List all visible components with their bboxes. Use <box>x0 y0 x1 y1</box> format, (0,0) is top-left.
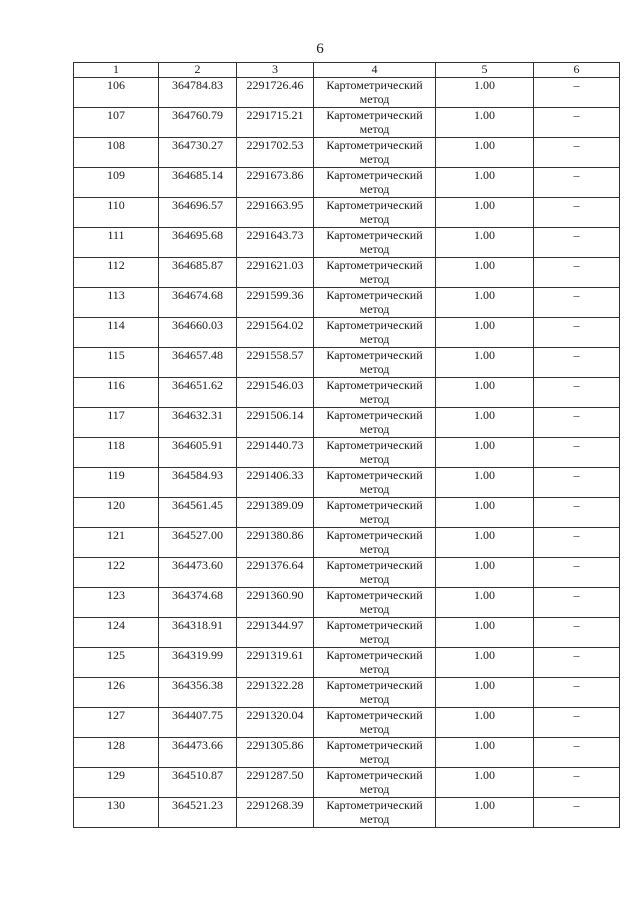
x-coordinate-cell: 364674.68 <box>159 288 237 318</box>
method-cell: Картометрический метод <box>314 78 436 108</box>
table-row <box>74 138 620 168</box>
x-coordinate-cell: 364695.68 <box>159 228 237 258</box>
method-cell: Картометрический метод <box>314 378 436 408</box>
table-body <box>74 78 620 828</box>
accuracy-cell: 1.00 <box>436 78 534 108</box>
x-coordinate-cell: 364730.27 <box>159 138 237 168</box>
y-coordinate-cell: 2291305.86 <box>237 738 314 768</box>
point-number-cell: 113 <box>74 288 159 318</box>
x-coordinate-cell: 364473.60 <box>159 558 237 588</box>
method-cell: Картометрический метод <box>314 768 436 798</box>
y-coordinate-cell: 2291344.97 <box>237 618 314 648</box>
y-coordinate-cell: 2291558.57 <box>237 348 314 378</box>
point-number-cell: 116 <box>74 378 159 408</box>
method-cell: Картометрический метод <box>314 498 436 528</box>
method-cell: Картометрический метод <box>314 468 436 498</box>
point-number-cell: 108 <box>74 138 159 168</box>
table-row <box>74 408 620 438</box>
note-cell: – <box>534 318 620 348</box>
note-cell: – <box>534 258 620 288</box>
note-cell: – <box>534 468 620 498</box>
table-row <box>74 498 620 528</box>
x-coordinate-cell: 364605.91 <box>159 438 237 468</box>
x-coordinate-cell: 364521.23 <box>159 798 237 828</box>
accuracy-cell: 1.00 <box>436 498 534 528</box>
y-coordinate-cell: 2291506.14 <box>237 408 314 438</box>
table-row <box>74 258 620 288</box>
table-row <box>74 348 620 378</box>
point-number-cell: 106 <box>74 78 159 108</box>
point-number-cell: 107 <box>74 108 159 138</box>
y-coordinate-cell: 2291673.86 <box>237 168 314 198</box>
accuracy-cell: 1.00 <box>436 378 534 408</box>
table-row <box>74 108 620 138</box>
point-number-cell: 112 <box>74 258 159 288</box>
point-number-cell: 127 <box>74 708 159 738</box>
accuracy-cell: 1.00 <box>436 588 534 618</box>
y-coordinate-cell: 2291360.90 <box>237 588 314 618</box>
table-row <box>74 198 620 228</box>
table-row <box>74 648 620 678</box>
accuracy-cell: 1.00 <box>436 768 534 798</box>
y-coordinate-cell: 2291564.02 <box>237 318 314 348</box>
note-cell: – <box>534 288 620 318</box>
note-cell: – <box>534 228 620 258</box>
method-cell: Картометрический метод <box>314 288 436 318</box>
method-cell: Картометрический метод <box>314 168 436 198</box>
y-coordinate-cell: 2291380.86 <box>237 528 314 558</box>
method-cell: Картометрический метод <box>314 618 436 648</box>
table-row <box>74 228 620 258</box>
note-cell: – <box>534 198 620 228</box>
accuracy-cell: 1.00 <box>436 528 534 558</box>
y-coordinate-cell: 2291643.73 <box>237 228 314 258</box>
accuracy-cell: 1.00 <box>436 198 534 228</box>
note-cell: – <box>534 138 620 168</box>
point-number-cell: 129 <box>74 768 159 798</box>
method-cell: Картометрический метод <box>314 138 436 168</box>
method-cell: Картометрический метод <box>314 408 436 438</box>
column-header-1: 1 <box>74 63 159 78</box>
point-number-cell: 124 <box>74 618 159 648</box>
y-coordinate-cell: 2291319.61 <box>237 648 314 678</box>
method-cell: Картометрический метод <box>314 318 436 348</box>
y-coordinate-cell: 2291322.28 <box>237 678 314 708</box>
method-cell: Картометрический метод <box>314 528 436 558</box>
y-coordinate-cell: 2291621.03 <box>237 258 314 288</box>
method-cell: Картометрический метод <box>314 738 436 768</box>
method-cell: Картометрический метод <box>314 108 436 138</box>
note-cell: – <box>534 558 620 588</box>
point-number-cell: 110 <box>74 198 159 228</box>
table-row <box>74 738 620 768</box>
point-number-cell: 119 <box>74 468 159 498</box>
table-row <box>74 798 620 828</box>
x-coordinate-cell: 364319.99 <box>159 648 237 678</box>
accuracy-cell: 1.00 <box>436 228 534 258</box>
table-row <box>74 78 620 108</box>
y-coordinate-cell: 2291406.33 <box>237 468 314 498</box>
note-cell: – <box>534 348 620 378</box>
note-cell: – <box>534 588 620 618</box>
table-row <box>74 378 620 408</box>
table-row <box>74 438 620 468</box>
accuracy-cell: 1.00 <box>436 258 534 288</box>
x-coordinate-cell: 364374.68 <box>159 588 237 618</box>
x-coordinate-cell: 364584.93 <box>159 468 237 498</box>
note-cell: – <box>534 768 620 798</box>
accuracy-cell: 1.00 <box>436 798 534 828</box>
y-coordinate-cell: 2291287.50 <box>237 768 314 798</box>
point-number-cell: 123 <box>74 588 159 618</box>
method-cell: Картометрический метод <box>314 648 436 678</box>
method-cell: Картометрический метод <box>314 198 436 228</box>
point-number-cell: 111 <box>74 228 159 258</box>
coordinates-table <box>73 62 620 828</box>
column-header-5: 5 <box>436 63 534 78</box>
y-coordinate-cell: 2291320.04 <box>237 708 314 738</box>
table-row <box>74 708 620 738</box>
table-row <box>74 768 620 798</box>
y-coordinate-cell: 2291715.21 <box>237 108 314 138</box>
method-cell: Картометрический метод <box>314 678 436 708</box>
point-number-cell: 114 <box>74 318 159 348</box>
y-coordinate-cell: 2291663.95 <box>237 198 314 228</box>
accuracy-cell: 1.00 <box>436 168 534 198</box>
accuracy-cell: 1.00 <box>436 318 534 348</box>
table-row <box>74 618 620 648</box>
note-cell: – <box>534 408 620 438</box>
accuracy-cell: 1.00 <box>436 438 534 468</box>
note-cell: – <box>534 78 620 108</box>
x-coordinate-cell: 364510.87 <box>159 768 237 798</box>
note-cell: – <box>534 498 620 528</box>
method-cell: Картометрический метод <box>314 798 436 828</box>
note-cell: – <box>534 528 620 558</box>
method-cell: Картометрический метод <box>314 258 436 288</box>
note-cell: – <box>534 618 620 648</box>
table-row <box>74 318 620 348</box>
table-row <box>74 558 620 588</box>
method-cell: Картометрический метод <box>314 228 436 258</box>
accuracy-cell: 1.00 <box>436 348 534 378</box>
point-number-cell: 126 <box>74 678 159 708</box>
note-cell: – <box>534 438 620 468</box>
point-number-cell: 125 <box>74 648 159 678</box>
accuracy-cell: 1.00 <box>436 618 534 648</box>
method-cell: Картометрический метод <box>314 588 436 618</box>
y-coordinate-cell: 2291268.39 <box>237 798 314 828</box>
y-coordinate-cell: 2291389.09 <box>237 498 314 528</box>
x-coordinate-cell: 364685.87 <box>159 258 237 288</box>
x-coordinate-cell: 364685.14 <box>159 168 237 198</box>
accuracy-cell: 1.00 <box>436 468 534 498</box>
note-cell: – <box>534 648 620 678</box>
accuracy-cell: 1.00 <box>436 558 534 588</box>
accuracy-cell: 1.00 <box>436 648 534 678</box>
y-coordinate-cell: 2291376.64 <box>237 558 314 588</box>
accuracy-cell: 1.00 <box>436 708 534 738</box>
table-header-row <box>74 63 620 78</box>
x-coordinate-cell: 364561.45 <box>159 498 237 528</box>
point-number-cell: 128 <box>74 738 159 768</box>
accuracy-cell: 1.00 <box>436 678 534 708</box>
accuracy-cell: 1.00 <box>436 138 534 168</box>
accuracy-cell: 1.00 <box>436 288 534 318</box>
x-coordinate-cell: 364760.79 <box>159 108 237 138</box>
x-coordinate-cell: 364696.57 <box>159 198 237 228</box>
x-coordinate-cell: 364651.62 <box>159 378 237 408</box>
point-number-cell: 109 <box>74 168 159 198</box>
x-coordinate-cell: 364657.48 <box>159 348 237 378</box>
y-coordinate-cell: 2291546.03 <box>237 378 314 408</box>
column-header-6: 6 <box>534 63 620 78</box>
table-row <box>74 678 620 708</box>
accuracy-cell: 1.00 <box>436 738 534 768</box>
note-cell: – <box>534 738 620 768</box>
x-coordinate-cell: 364784.83 <box>159 78 237 108</box>
table-row <box>74 168 620 198</box>
method-cell: Картометрический метод <box>314 438 436 468</box>
y-coordinate-cell: 2291440.73 <box>237 438 314 468</box>
note-cell: – <box>534 168 620 198</box>
point-number-cell: 130 <box>74 798 159 828</box>
point-number-cell: 118 <box>74 438 159 468</box>
table-row <box>74 528 620 558</box>
y-coordinate-cell: 2291599.36 <box>237 288 314 318</box>
column-header-3: 3 <box>237 63 314 78</box>
method-cell: Картометрический метод <box>314 348 436 378</box>
note-cell: – <box>534 708 620 738</box>
y-coordinate-cell: 2291726.46 <box>237 78 314 108</box>
column-header-2: 2 <box>159 63 237 78</box>
note-cell: – <box>534 378 620 408</box>
page-number: 6 <box>316 41 324 57</box>
point-number-cell: 117 <box>74 408 159 438</box>
method-cell: Картометрический метод <box>314 558 436 588</box>
note-cell: – <box>534 678 620 708</box>
x-coordinate-cell: 364407.75 <box>159 708 237 738</box>
x-coordinate-cell: 364318.91 <box>159 618 237 648</box>
accuracy-cell: 1.00 <box>436 408 534 438</box>
y-coordinate-cell: 2291702.53 <box>237 138 314 168</box>
method-cell: Картометрический метод <box>314 708 436 738</box>
point-number-cell: 115 <box>74 348 159 378</box>
x-coordinate-cell: 364660.03 <box>159 318 237 348</box>
note-cell: – <box>534 798 620 828</box>
column-header-4: 4 <box>314 63 436 78</box>
table-row <box>74 468 620 498</box>
x-coordinate-cell: 364356.38 <box>159 678 237 708</box>
x-coordinate-cell: 364527.00 <box>159 528 237 558</box>
point-number-cell: 120 <box>74 498 159 528</box>
x-coordinate-cell: 364632.31 <box>159 408 237 438</box>
accuracy-cell: 1.00 <box>436 108 534 138</box>
point-number-cell: 121 <box>74 528 159 558</box>
x-coordinate-cell: 364473.66 <box>159 738 237 768</box>
table-row <box>74 288 620 318</box>
table-row <box>74 588 620 618</box>
note-cell: – <box>534 108 620 138</box>
point-number-cell: 122 <box>74 558 159 588</box>
